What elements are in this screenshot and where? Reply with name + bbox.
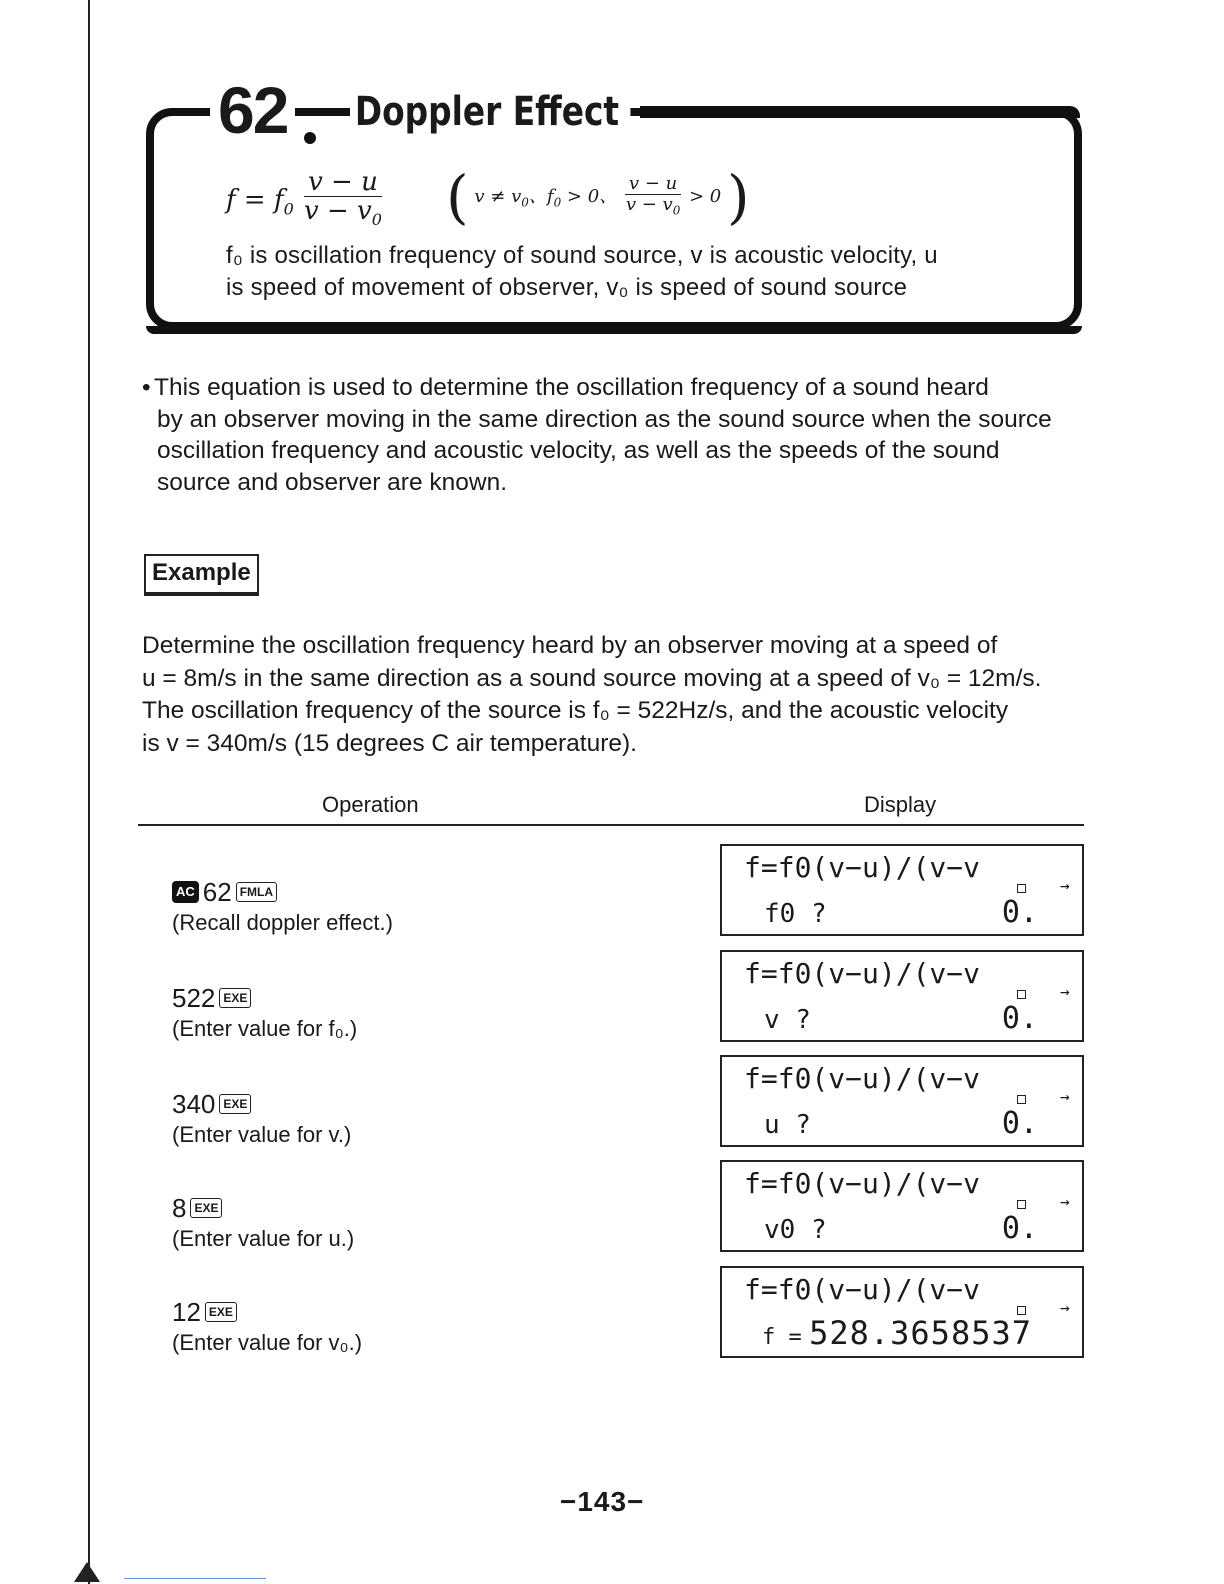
footer-rule — [124, 1578, 266, 1579]
condition-mid: 、f — [528, 186, 554, 207]
step-1-desc: (Recall doppler effect.) — [172, 910, 393, 935]
formula-denominator-sub: 0 — [371, 210, 382, 230]
display-formula: f=f0(v−u)/(v−v — [744, 1062, 981, 1095]
table-header-rule — [138, 824, 1084, 826]
condition-prefix: v ≠ v — [474, 186, 522, 207]
intro-paragraph — [142, 372, 1102, 498]
problem-statement — [142, 630, 1092, 760]
intro-line-2: by an observer moving in the same direction as the sound source when the source — [157, 405, 1052, 433]
display-arrow-icon: → — [1060, 1298, 1070, 1317]
display-arrow-icon: → — [1060, 1087, 1070, 1106]
formula-numerator: v − u — [304, 168, 382, 197]
ac-key-icon: AC — [172, 881, 199, 903]
display-indicator-icon — [1017, 1200, 1026, 1209]
intro-line-1: This equation is used to determine the oscillation frequency of a sound heard — [154, 374, 989, 401]
corner-mark-icon — [72, 1560, 102, 1584]
display-value: 0. — [1001, 1106, 1038, 1141]
step-1-keys: 62 — [202, 877, 232, 907]
definition-line-1: f₀ is oscillation frequency of sound source, v is acoustic velocity, u — [226, 242, 938, 269]
operation-header: Operation — [322, 792, 419, 817]
display-prompt: u ? — [764, 1110, 811, 1140]
formula-condition: ( $v \ne v_0$、$f_0 > 0$、 $\frac{v - u}{v - v_0}$ > 0 ) — [446, 163, 750, 231]
display-arrow-icon: → — [1060, 982, 1070, 1001]
step-2-operation — [172, 982, 357, 1044]
problem-line-2: u = 8m/s in the same direction as a sound source moving at a speed of v₀ = 12m/s. — [142, 664, 1042, 692]
fmla-key-icon: FMLA — [236, 882, 277, 902]
exe-key-icon: EXE — [219, 1094, 251, 1114]
section-number: 62 — [210, 70, 295, 150]
problem-line-4: is v = 340m/s (15 degrees C air temperature). — [142, 729, 637, 757]
display-arrow-icon: → — [1060, 1192, 1070, 1211]
exe-key-icon: EXE — [205, 1302, 237, 1322]
condition-den-sub: 0 — [672, 203, 681, 218]
display-formula: f=f0(v−u)/(v−v — [744, 1167, 981, 1200]
doppler-formula — [226, 168, 384, 234]
exe-key-icon: EXE — [219, 988, 251, 1008]
display-header: Display — [864, 792, 937, 817]
display-prompt: v0 ? — [764, 1215, 827, 1245]
page-number: −143− — [560, 1486, 645, 1517]
bullet: • — [142, 374, 151, 401]
formula-fraction — [304, 168, 382, 234]
formula-lhs-sub: 0 — [283, 199, 294, 219]
intro-line-3: oscillation frequency and acoustic velocity, as well as the speeds of the sound — [157, 437, 1000, 464]
step-3-operation — [172, 1088, 351, 1150]
display-arrow-icon: → — [1060, 876, 1070, 895]
display-indicator-icon — [1017, 884, 1026, 893]
problem-line-3: The oscillation frequency of the source is f₀ = 522Hz/s, and the acoustic velocity — [142, 697, 1009, 724]
step-4-display — [720, 1160, 1084, 1252]
step-3-display — [720, 1055, 1084, 1147]
display-indicator-icon — [1017, 1095, 1026, 1104]
display-value: 0. — [1001, 1001, 1038, 1036]
condition-sub2: 0 — [553, 195, 562, 210]
condition-sub1: 0 — [521, 195, 529, 210]
display-value: 0. — [1001, 1211, 1038, 1246]
display-value: 0. — [1001, 895, 1038, 930]
step-5-keys: 12 — [172, 1297, 201, 1327]
display-result-value: 528.3658537 — [809, 1314, 1032, 1352]
display-prompt: f = — [762, 1325, 802, 1350]
step-5-operation — [172, 1296, 362, 1358]
step-1-operation — [172, 876, 393, 938]
step-5-desc: (Enter value for v₀.) — [172, 1330, 363, 1355]
section-title: Doppler Effect — [350, 86, 631, 138]
step-2-display — [720, 950, 1084, 1042]
display-formula: f=f0(v−u)/(v−v — [744, 851, 981, 884]
condition-numerator: v − u — [625, 174, 681, 195]
step-3-keys: 340 — [172, 1089, 216, 1119]
step-5-display — [720, 1266, 1084, 1358]
title-bar-decoration — [640, 106, 1080, 118]
step-4-operation — [172, 1192, 354, 1254]
step-3-desc: (Enter value for v.) — [172, 1122, 352, 1147]
formula-lhs: f = f — [226, 185, 284, 216]
display-formula: f=f0(v−u)/(v−v — [744, 957, 981, 990]
condition-suffix: > 0 — [688, 186, 722, 207]
step-2-desc: (Enter value for f₀.) — [172, 1016, 358, 1041]
display-indicator-icon — [1017, 990, 1026, 999]
display-formula: f=f0(v−u)/(v−v — [744, 1273, 981, 1306]
intro-line-4: source and observer are known. — [157, 468, 507, 496]
formula-denominator: v − v — [304, 196, 372, 226]
definition-line-2: is speed of movement of observer, v₀ is speed of sound source — [226, 274, 908, 301]
binding-edge-line — [88, 0, 90, 1584]
display-prompt: f0 ? — [764, 899, 827, 929]
step-4-desc: (Enter value for u.) — [172, 1226, 355, 1251]
display-prompt: v ? — [764, 1005, 811, 1035]
condition-denominator: v − v — [625, 193, 673, 215]
section-number-dot — [304, 132, 316, 144]
example-label: Example — [144, 554, 259, 596]
step-4-keys: 8 — [172, 1193, 187, 1223]
step-2-keys: 522 — [172, 983, 216, 1013]
exe-key-icon: EXE — [190, 1198, 222, 1218]
problem-line-1: Determine the oscillation frequency heard by an observer moving at a speed of — [142, 632, 998, 659]
condition-mid2: > 0、 — [561, 186, 618, 207]
step-1-display — [720, 844, 1084, 936]
